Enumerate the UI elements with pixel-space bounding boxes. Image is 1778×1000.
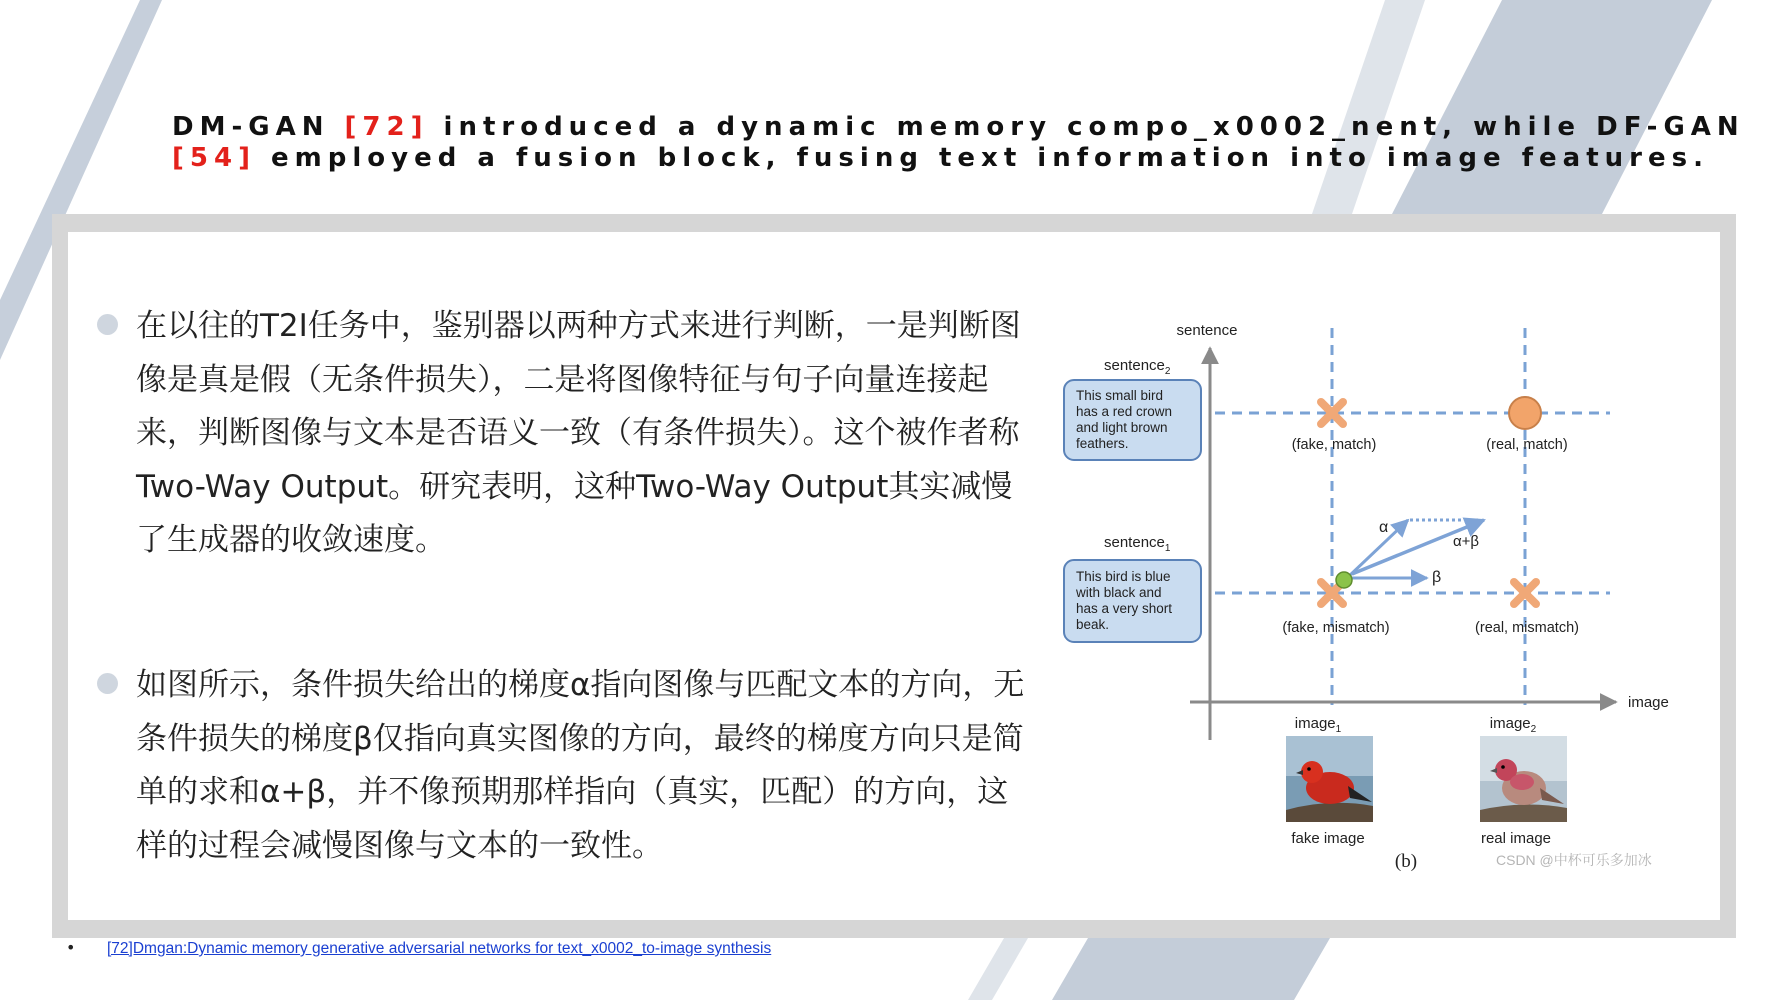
slide-title: DM-GAN [72] introduced a dynamic memory compo_x0002_nent, while DF-GAN [54] employed a fusion block, fusing text information into image features.: [172, 112, 1745, 173]
real-match-point: [1509, 397, 1541, 429]
image1-label: image$_1$: [1294, 715, 1342, 735]
bullet-paragraph-1: 在以往的T2I任务中，鉴别器以两种方式来进行判断，一是判断图像是真是假（无条件损失），二是将图像特征与句子向量连接起来，判断图像与文本是否语义一致（有条件损失）。这个被作者称Two-Way Output。研究表明，这种Two-Way Output其实减慢了生成器的收敛速度。: [136, 308, 1021, 558]
gradient-diagram: [1060, 310, 1700, 890]
citation-54: [54]: [172, 143, 256, 173]
footer-reference-link[interactable]: [72]Dmgan:Dynamic memory generative adversarial networks for text_x0002_to-image synthesis: [107, 940, 772, 957]
bullet-paragraph-2: 如图所示，条件损失给出的梯度α指向图像与匹配文本的方向，无条件损失的梯度β仅指向真实图像的方向，最终的梯度方向只是简单的求和α+β，并不像预期那样指向（真实，匹配）的方向，这样的过程会减慢图像与文本的一致性。: [136, 667, 1025, 864]
panel-label: (b): [1394, 851, 1418, 872]
frame-notch: [56, 280, 60, 334]
dashed-grid: [1215, 328, 1610, 705]
alpha-vector: [1347, 520, 1408, 578]
bullet-dot: [97, 673, 118, 694]
sum-label: α+β: [1453, 533, 1480, 550]
fake-image-caption: fake image: [1291, 830, 1365, 847]
frame-notch: [56, 822, 60, 876]
footer-bullet: •: [66, 938, 76, 957]
real-bird-image: [1480, 736, 1567, 822]
sentence2-text: This small bird has a red crown and light brown feathers.: [1076, 388, 1173, 451]
real-match-label: (real, match): [1486, 437, 1568, 453]
real-mismatch-label: (real, mismatch): [1475, 620, 1579, 636]
fake-match-label: (fake, match): [1291, 437, 1377, 453]
citation-72: [72]: [344, 112, 429, 142]
alpha-label: α: [1379, 519, 1389, 536]
image2-label: image$_2$: [1489, 715, 1537, 735]
sentence1-label: sentence$_1$: [1104, 534, 1171, 554]
beta-label: β: [1432, 569, 1442, 586]
watermark: CSDN @中杯可乐多加冰: [1496, 852, 1652, 868]
fake-bird-image: [1286, 736, 1373, 822]
sentence1-text: This bird is blue with black and has a very short beak.: [1076, 569, 1173, 632]
fake-mismatch-label: (fake, mismatch): [1282, 620, 1390, 636]
frame-notch: [1728, 280, 1732, 334]
sentence2-label: sentence$_2$: [1104, 357, 1171, 377]
y-axis-label: sentence: [1176, 322, 1238, 339]
x-axis-label: image: [1628, 694, 1669, 711]
real-image-caption: real image: [1480, 830, 1552, 847]
frame-notch: [1728, 822, 1732, 876]
origin-point: [1336, 572, 1352, 588]
bullet-dot: [97, 314, 118, 335]
